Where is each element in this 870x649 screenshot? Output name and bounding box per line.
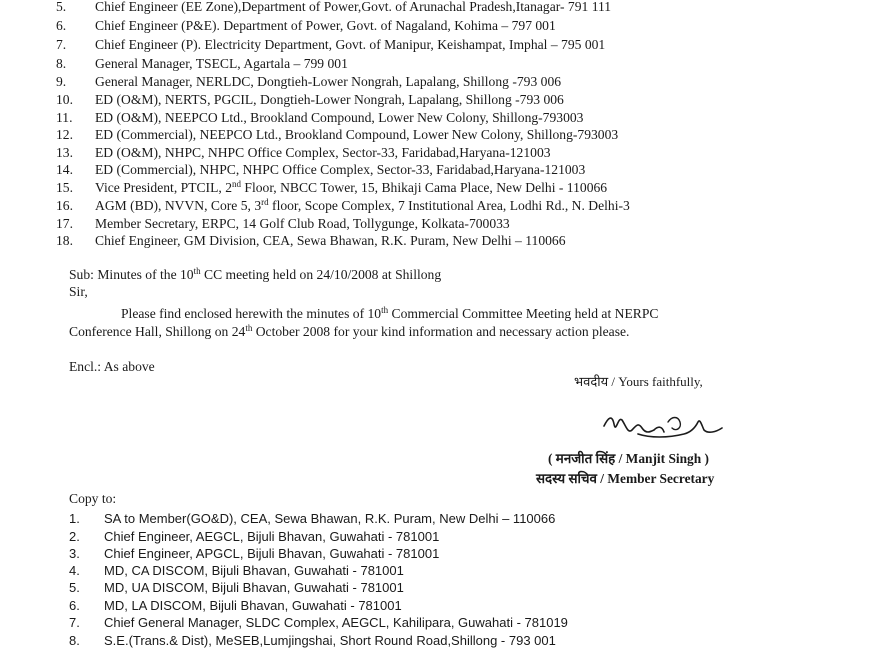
signatory-name: ( मनजीत सिंह / Manjit Singh ) <box>548 451 710 466</box>
closing-text: भवदीय / Yours faithfully, <box>574 374 703 389</box>
handwritten-signature <box>598 404 728 444</box>
subject-line: Sub: Minutes of the 10th CC meeting held on 24/10/2008 at Shillong <box>69 266 442 282</box>
body-paragraph-line-1: Please find enclosed herewith the minutes of 10th Commercial Committee Meeting held at NERPC <box>121 305 659 321</box>
salutation: Sir, <box>69 284 88 299</box>
enclosure-note: Encl.: As above <box>69 359 155 374</box>
body-paragraph-line-2: Conference Hall, Shillong on 24th October 2008 for your kind information and necessary action please. <box>69 323 630 339</box>
signatory-title: सदस्य सचिव / Member Secretary <box>536 471 715 486</box>
copy-to-label: Copy to: <box>69 491 117 506</box>
